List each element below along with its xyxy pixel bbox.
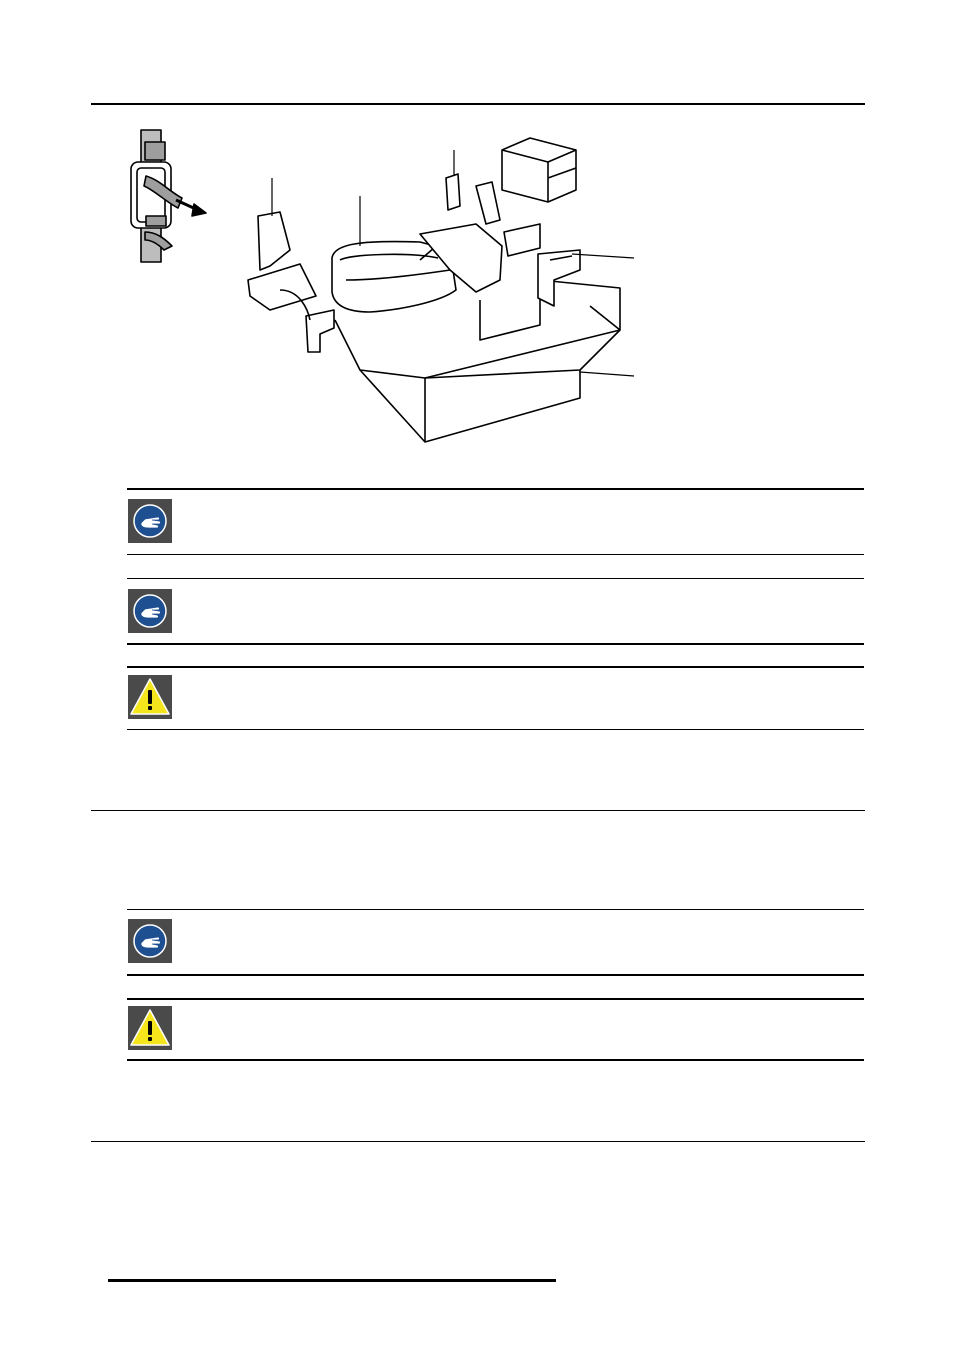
notice-bottom-rule (127, 729, 864, 730)
section-rule (91, 810, 865, 811)
caution-notice-2 (127, 998, 864, 1061)
section-rule (91, 1141, 865, 1142)
warning-triangle-icon (128, 675, 172, 719)
notice-top-rule (127, 578, 864, 579)
strap-buckle-inset (131, 130, 206, 262)
pointing-hand-icon (128, 919, 172, 963)
pointing-hand-icon (128, 499, 172, 543)
projector-unpacking-illustration (120, 120, 650, 460)
note-notice-3 (127, 909, 864, 976)
notice-bottom-rule (127, 974, 864, 976)
notice-bottom-rule (127, 643, 864, 645)
notice-top-rule (127, 666, 864, 668)
notice-bottom-rule (127, 554, 864, 555)
footer-rule (108, 1279, 556, 1282)
pointing-hand-icon (128, 589, 172, 633)
warning-triangle-icon (128, 1006, 172, 1050)
note-notice-2 (127, 578, 864, 645)
accessory-box (502, 138, 576, 202)
foam-insert-left (248, 212, 334, 352)
notice-top-rule (127, 998, 864, 1000)
note-notice-1 (127, 488, 864, 555)
notice-bottom-rule (127, 1059, 864, 1061)
notice-top-rule (127, 488, 864, 490)
caution-notice-1 (127, 666, 864, 730)
header-rule (91, 103, 865, 105)
notice-top-rule (127, 909, 864, 910)
